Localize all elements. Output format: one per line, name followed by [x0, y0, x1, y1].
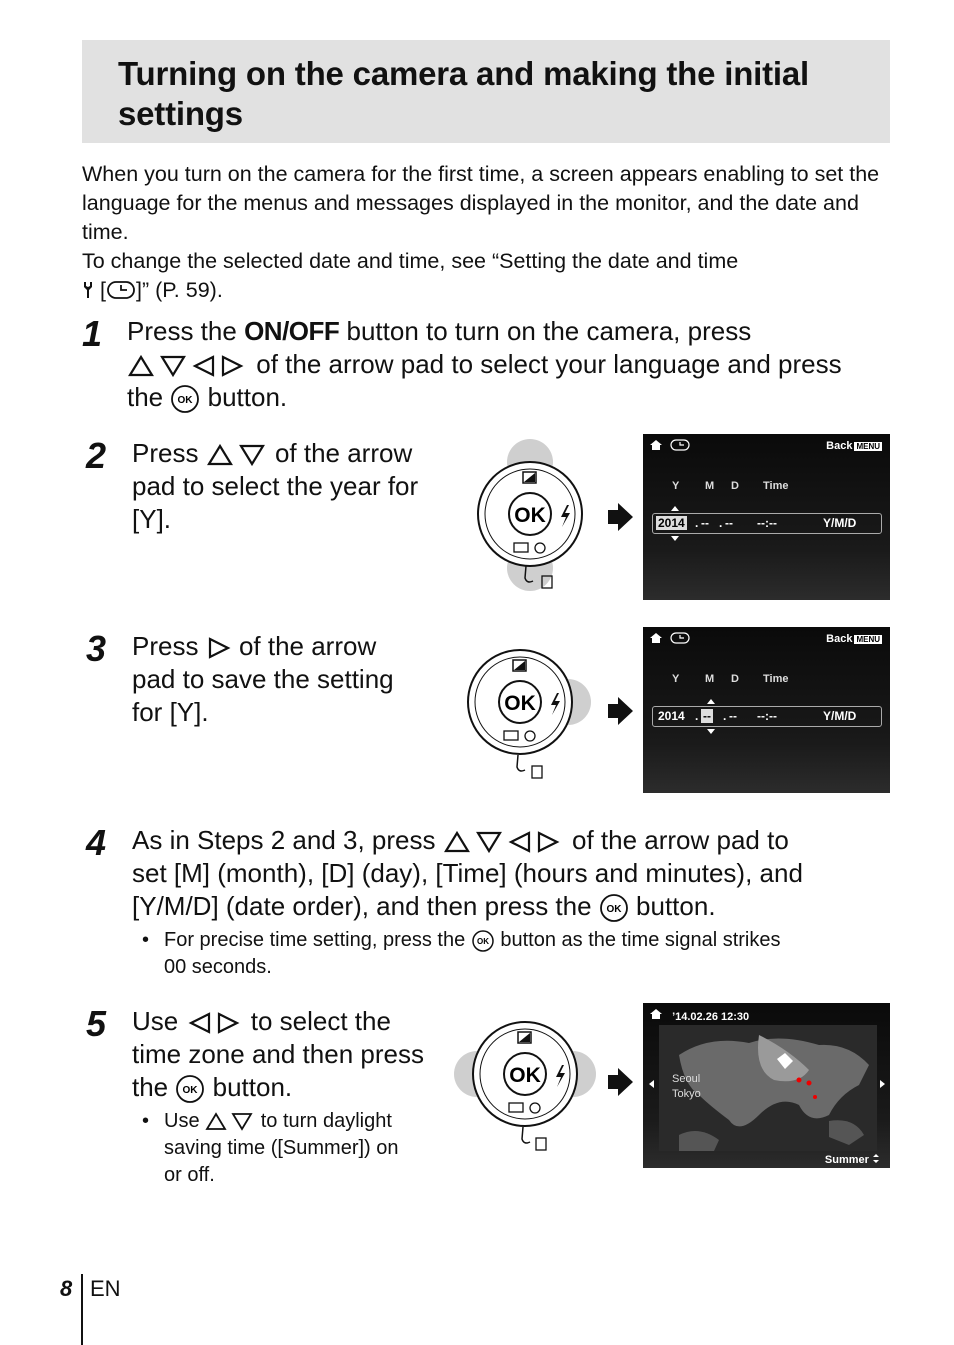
ok-button-icon [170, 384, 200, 414]
ok-label: OK [509, 1064, 541, 1087]
intro-paragraph-2: To change the selected date and time, see “Setting the date and time [ ]” (P. 59). [82, 249, 739, 302]
step-5-text-a: Use [132, 1006, 179, 1036]
arrow-pad-right [460, 640, 600, 785]
date-bar[interactable] [652, 513, 882, 534]
step-number-5: 5 [86, 1003, 107, 1044]
right-arrow-icon[interactable] [879, 1079, 886, 1089]
step-3-text-d: for [Y]. [132, 697, 209, 727]
ok-button-icon [471, 929, 495, 953]
time-field[interactable]: --:-- [757, 516, 777, 530]
back-label[interactable] [826, 440, 882, 452]
title-banner [82, 40, 890, 143]
step-5-bullet-a: Use [164, 1110, 200, 1132]
intro-text-b: ” (P. 59). [141, 278, 223, 302]
month-field[interactable]: -- [701, 516, 709, 530]
step-3-text-c: pad to save the setting [132, 664, 394, 694]
down-arrow-icon [706, 728, 716, 735]
step-5-bullet-c: saving time ([Summer]) on [164, 1137, 399, 1159]
date-screen-1 [643, 434, 890, 600]
up-arrow-icon [706, 698, 716, 705]
svg-text:OK: OK [182, 1085, 198, 1097]
step-3-text [132, 630, 452, 729]
left-arrow-icon[interactable] [648, 1079, 655, 1089]
day-field[interactable]: -- [729, 709, 737, 723]
step-5-bullet-b: to turn daylight [260, 1110, 392, 1132]
step-number-4: 4 [86, 822, 107, 863]
date-bar[interactable] [652, 706, 882, 727]
step-4-bullet-b: button as the time signal strikes [500, 929, 781, 951]
up-down-icon [206, 442, 268, 468]
step-4-text-a: As in Steps 2 and 3, press [132, 825, 436, 855]
header-d: D [731, 673, 739, 685]
date-sep: . [695, 516, 699, 530]
date-order-field[interactable]: Y/M/D [823, 709, 857, 723]
step-3-text-b: of the arrow [238, 631, 377, 661]
language-label: EN [90, 1276, 121, 1301]
time-zone-screen [643, 1003, 890, 1168]
step-5-bullet-d: or off. [164, 1164, 215, 1186]
day-field[interactable]: -- [725, 516, 733, 530]
ok-label: OK [514, 504, 546, 527]
up-down-small-icon [872, 1153, 880, 1164]
step-5-text [132, 1005, 452, 1104]
header-m: M [705, 673, 715, 685]
menu-badge: MENU [856, 634, 880, 644]
footer-rule [81, 1274, 83, 1345]
home-icon [649, 632, 663, 644]
intro-paragraph: When you turn on the camera for the first time, a screen appears enabling to set the language for the menus and messages displayed in the monitor, and the date and time. [82, 162, 880, 244]
svg-text:OK: OK [476, 936, 489, 946]
intro-text [82, 160, 882, 305]
step-5-text-c: time zone and then press [132, 1039, 424, 1069]
step-4-text-e: button. [636, 891, 716, 921]
step-4-text-c: set [M] (month), [D] (day), [Time] (hours and minutes), and [132, 858, 803, 888]
month-field[interactable]: -- [703, 709, 711, 723]
back-text: Back [826, 633, 853, 645]
date-order-field[interactable]: Y/M/D [823, 516, 857, 530]
ok-label: OK [504, 692, 536, 715]
page-number: 8 [60, 1276, 73, 1301]
step-4-text-d: [Y/M/D] (date order), and then press the [132, 891, 592, 921]
step-5-bullet [142, 1108, 454, 1189]
back-text: Back [826, 440, 853, 452]
up-arrow-icon [670, 505, 680, 512]
city-1: Seoul [672, 1073, 701, 1085]
summer-label[interactable] [825, 1153, 880, 1166]
header-m: M [705, 480, 715, 492]
step-2-text-b: of the arrow [274, 438, 413, 468]
bullet-dot: • [142, 929, 150, 951]
clock-icon [670, 439, 690, 451]
right-arrow-icon [206, 635, 232, 661]
arrow-pad-all-icon [443, 829, 565, 855]
next-arrow-icon [606, 1067, 634, 1097]
screen-top-icons [649, 632, 690, 647]
step-2-text-a: Press [132, 438, 199, 468]
left-right-icon [185, 1010, 243, 1036]
date-sep: . [695, 709, 699, 723]
time-field[interactable]: --:-- [757, 709, 777, 723]
next-arrow-icon [606, 502, 634, 532]
step-number-2: 2 [86, 435, 107, 476]
onoff-label: ON/OFF [244, 316, 340, 346]
header-d: D [731, 480, 739, 492]
step-4-bullet-c: 00 seconds. [164, 956, 272, 978]
year-field[interactable]: 2014 [658, 516, 685, 530]
arrow-pad-all-icon [127, 353, 249, 379]
city-2: Tokyo [672, 1088, 701, 1100]
step-1-text-b: button to turn on the camera, press [346, 316, 752, 346]
step-1-text-c: of the arrow pad to select your language and press [256, 349, 842, 379]
date-sep: . [719, 516, 723, 530]
step-2-text-d: [Y]. [132, 504, 172, 534]
screen-top-icons [649, 439, 690, 454]
arrow-pad-left-right [452, 1012, 602, 1157]
step-1-text-d: the [127, 382, 164, 412]
header-y: Y [672, 673, 680, 685]
home-icon [649, 439, 663, 451]
clock-icon [106, 280, 136, 300]
date-screen-2 [643, 627, 890, 793]
step-1-text [127, 315, 887, 414]
header-time: Time [763, 673, 789, 685]
menu-badge: MENU [856, 441, 880, 451]
step-5-text-b: to select the [250, 1006, 391, 1036]
step-1-text-e: button. [207, 382, 288, 412]
step-5-text-e: button. [212, 1072, 293, 1102]
arrow-pad-up-down [470, 438, 600, 598]
step-4-bullet [142, 927, 884, 981]
zone-datetime: ’14.02.26 12:30 [672, 1011, 750, 1023]
date-sep: . [723, 709, 727, 723]
header-y: Y [672, 480, 680, 492]
wrench-icon [82, 281, 94, 299]
bullet-dot: • [142, 1110, 150, 1132]
summer-text: Summer [824, 1154, 869, 1166]
step-1-text-a: Press the [127, 316, 237, 346]
zone-top-bar [649, 1008, 749, 1023]
step-4-text [132, 824, 892, 923]
back-label[interactable] [826, 633, 882, 645]
year-field[interactable]: 2014 [658, 709, 685, 723]
step-number-1: 1 [82, 313, 103, 354]
svg-text:OK: OK [177, 395, 193, 407]
down-arrow-icon [670, 535, 680, 542]
page-title: Turning on the camera and making the initial settings [118, 55, 810, 132]
intro-text-a: To change the selected date and time, see “Setting the date and time [82, 249, 739, 273]
next-arrow-icon [606, 696, 634, 726]
step-4-bullet-a: For precise time setting, press the [164, 929, 466, 951]
ok-button-icon [599, 893, 629, 923]
home-icon [649, 1008, 663, 1020]
clock-icon [670, 632, 690, 644]
step-number-3: 3 [86, 628, 107, 669]
step-4-text-b: of the arrow pad to [571, 825, 789, 855]
step-5-text-d: the [132, 1072, 169, 1102]
header-time: Time [763, 480, 789, 492]
up-down-icon [205, 1111, 255, 1133]
step-2-text [132, 437, 452, 536]
step-2-text-c: pad to select the year for [132, 471, 419, 501]
step-3-text-a: Press [132, 631, 199, 661]
ok-button-icon [175, 1074, 205, 1104]
svg-text:OK: OK [606, 904, 622, 916]
